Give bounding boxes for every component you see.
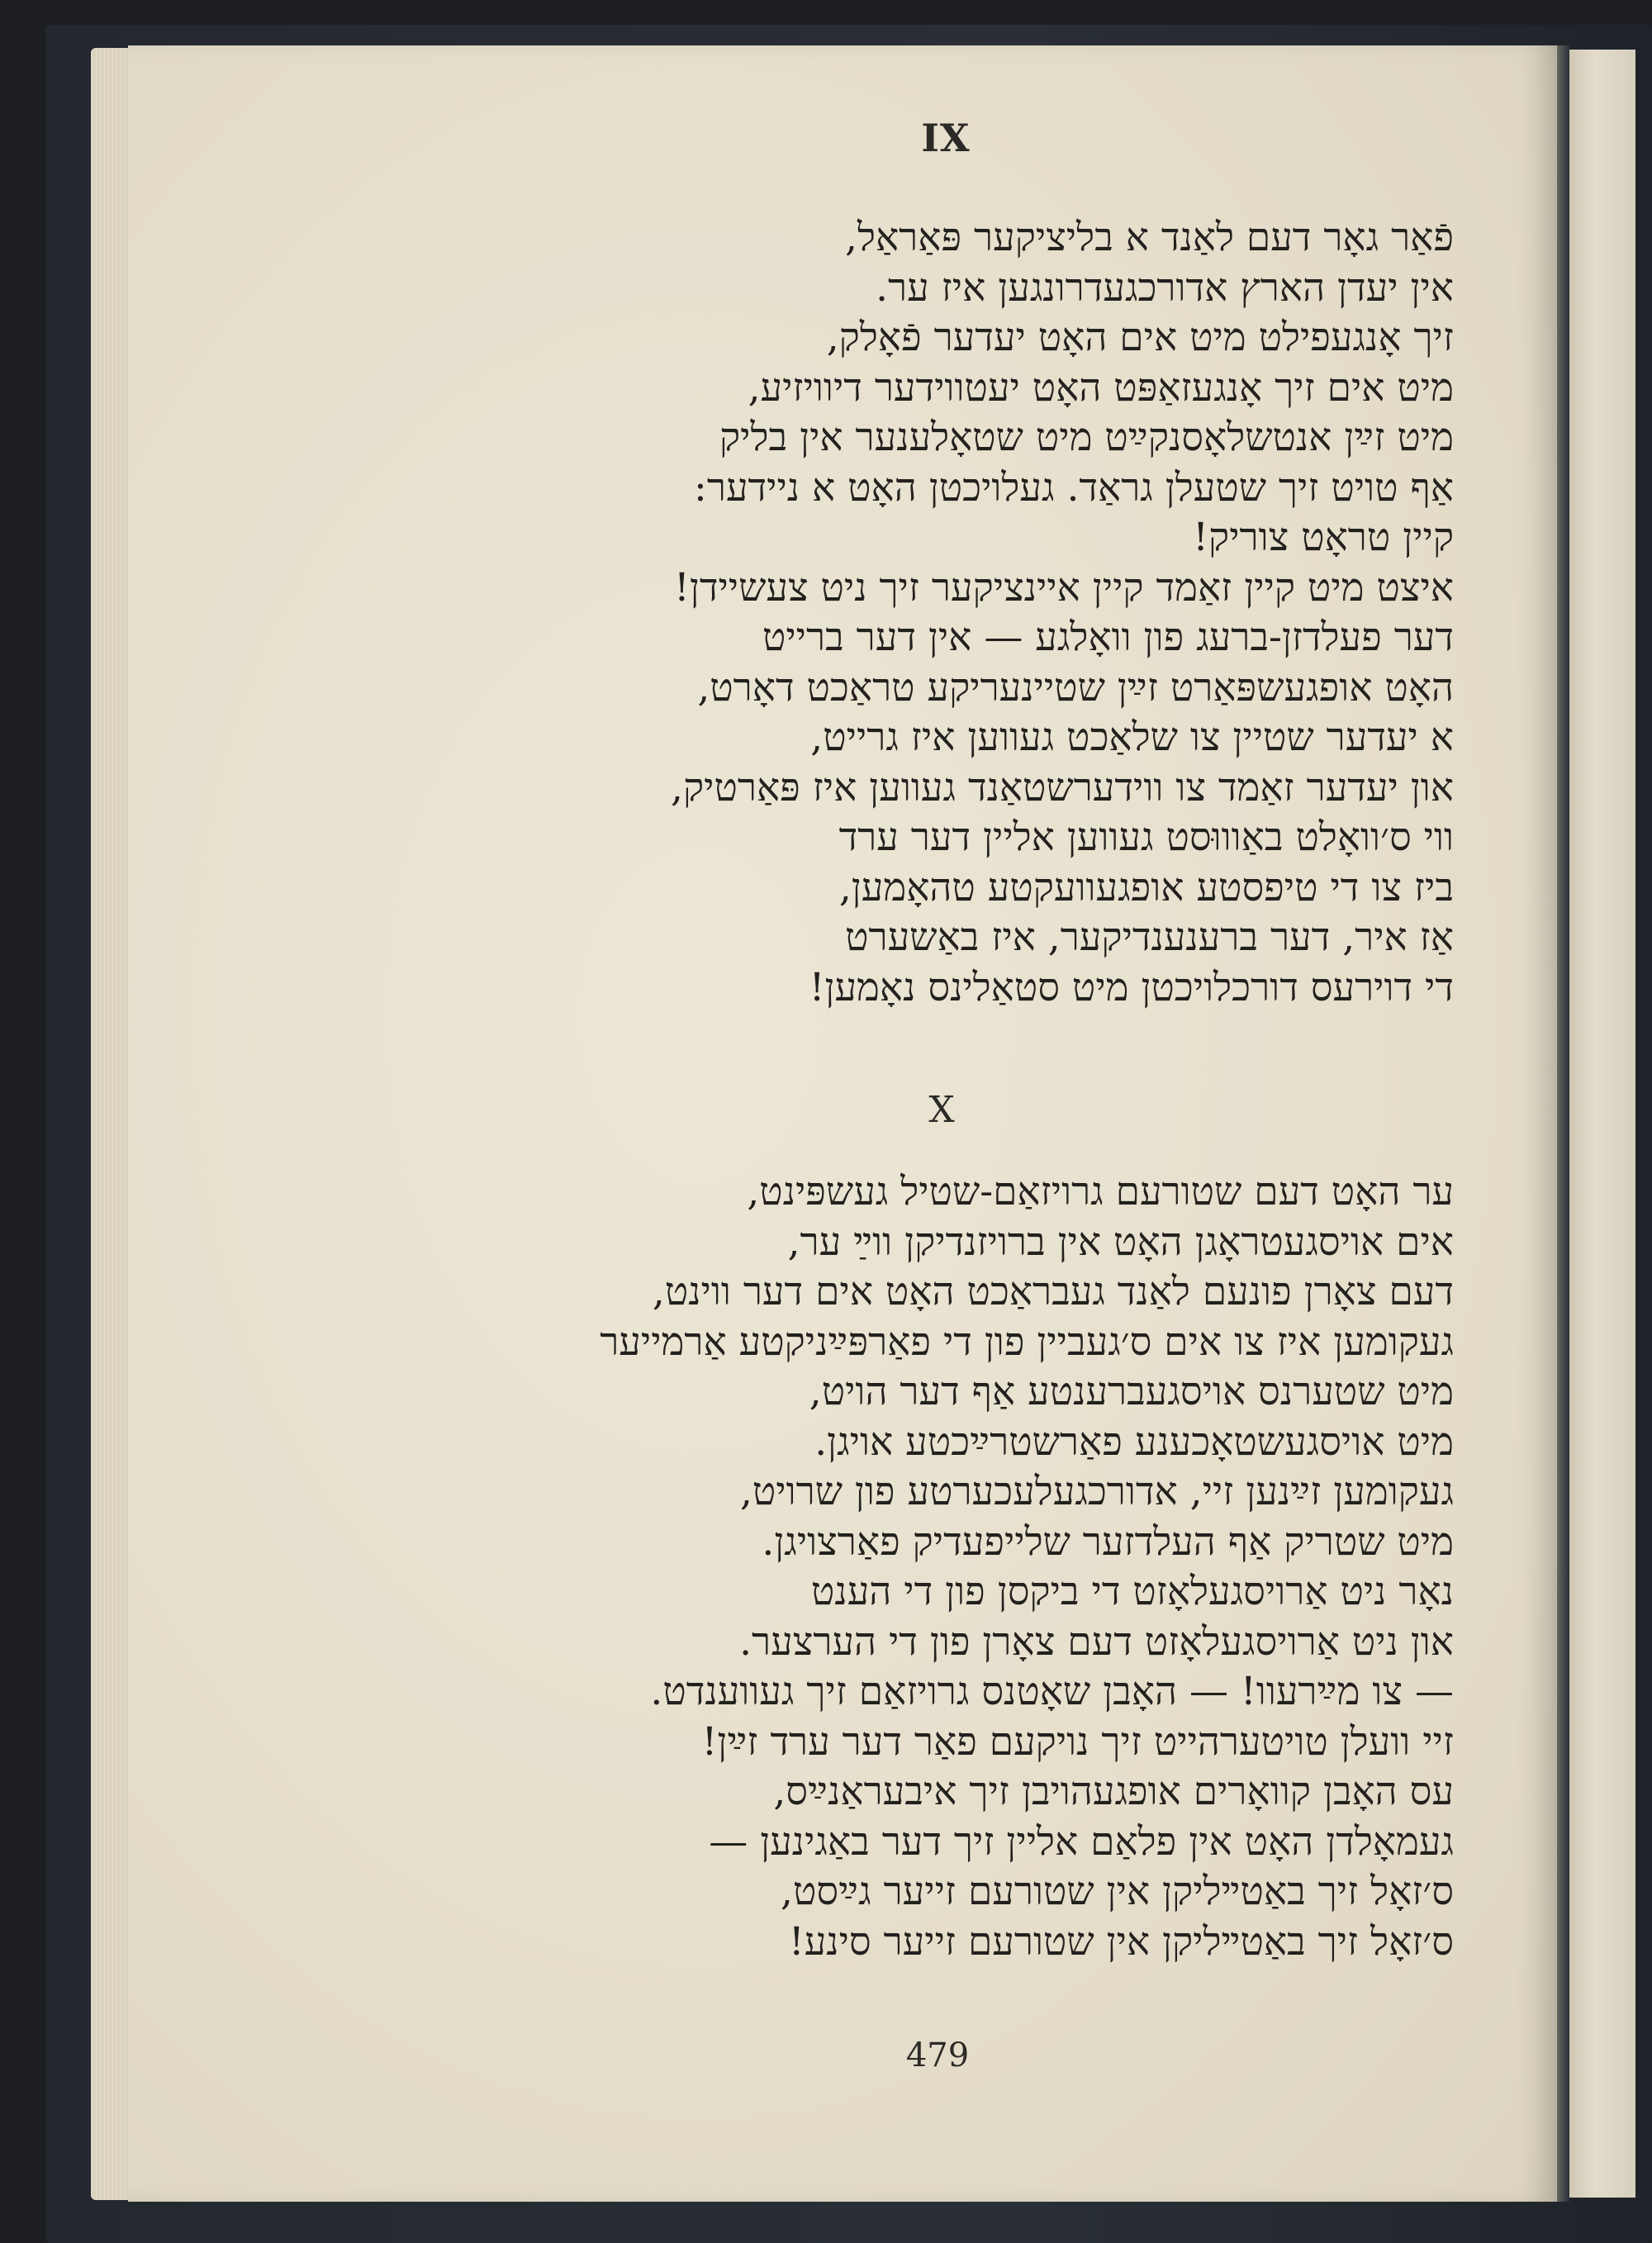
poem-line: זיך אָנגעפילט מיט אים האָט יעדער פֿאָלק,	[826, 315, 1454, 360]
poem-line: דעם צאָרן פונעם לאַנד געבראַכט האָט אים דער ווינט,	[652, 1269, 1454, 1314]
poem-line: זיי וועלן טויטערהייט זיך נויקעם פאַר דער ערד זײַן!	[701, 1718, 1454, 1765]
poem-line: ס׳זאָל זיך באַטײליקן אין שטורעם זייער גײַסט,	[781, 1869, 1454, 1914]
poem-line: מיט שטריק אַף העלדזער שלייפעדיק פאַרצויגן.	[762, 1518, 1454, 1565]
section-heading-ix: IX	[921, 116, 971, 160]
poem-line: אים אויסגעטראָגן האָט אין ברויזנדיקן ווײַ ער,	[787, 1219, 1454, 1265]
poem-line: קיין טראָט צוריק!	[1193, 515, 1454, 560]
poem-line: ווי ס׳וואָלט באַוווּסט געווען אליין דער ערד	[838, 815, 1454, 860]
poem-line: מיט אים זיך אָנגעזאַפּט האָט יעטווידער דיוויזיע,	[748, 364, 1454, 411]
poem-line: אַז איר, דער ברענענדיקער, איז באַשערט	[845, 915, 1454, 960]
poem-line: געמאָלדן האָט אין פלאַם אליין זיך דער באַגינען —	[709, 1818, 1454, 1865]
poem-line: — צו מײַרעוו! — האָבן שאָטנס גרויזאַם זיך געווענדט.	[650, 1669, 1454, 1714]
poem-line: און ניט אַרויסגעלאָזט דעם צאָרן פון די הערצער.	[739, 1618, 1454, 1665]
poem-line: פֿאַר גאָר דעם לאַנד א בליציקער פּאַראַל,	[845, 215, 1454, 260]
poem-line: נאָר ניט אַרויסגעלאָזט די ביקסן פון די הענט	[811, 1569, 1454, 1614]
stanza-ix	[463, 213, 1454, 1013]
poem-line: האָט אופגעשפּאַרט זײַן שטיינעריקע טראַכט דאָרט,	[697, 664, 1454, 710]
poem-line: ביז צו די טיפסטע אופגעוועקטע טהאָמען,	[838, 864, 1454, 910]
poem-line: אין יעדן הארץ אדורכגעדרונגען איז ער.	[876, 264, 1454, 311]
poem-line: מיט שטערנס אויסגעברענטע אַף דער הויט,	[809, 1369, 1454, 1414]
poem-line: ס׳זאָל זיך באַטײליקן אין שטורעם זייער סינע!	[788, 1918, 1454, 1965]
section-heading-x: X	[928, 1089, 955, 1131]
poem-line: די דוירעס דורכלויכטן מיט סטאַלינס נאָמען!	[809, 964, 1454, 1010]
facing-page-edge	[1569, 50, 1635, 2198]
poem-line: מיט אויסגעשטאָכענע פאַרשטרײַכטע אויגן.	[814, 1419, 1454, 1465]
poem-line: א יעדער שטיין צו שלאַכט געווען איז גרייט,	[810, 715, 1454, 760]
poem-line: מיט זײַן אנטשלאָסנקײַט מיט שטאָלענער אין בליק	[719, 415, 1454, 460]
page-number: 479	[905, 2036, 970, 2074]
poem-line: געקומען זײַנען זיי, אדורכגעלעכערטע פון שרויט,	[739, 1469, 1454, 1514]
poem-line: און יעדער זאַמד צו ווידערשטאַנד געווען איז פּאַרטיק,	[671, 764, 1454, 810]
poem-line: עס האָבן קוואָרים אופגעהויבן זיך איבעראַנײַס,	[773, 1769, 1454, 1814]
stanza-x	[463, 1167, 1454, 1967]
poem-line: געקומען איז צו אים ס׳געביין פון די פאַרפּײַניקטע אַרמייער	[600, 1319, 1454, 1365]
poem-line: איצט מיט קיין זאַמד קיין איינציקער זיך ניט צעשיידן!	[673, 564, 1454, 611]
poem-line: אַף טויט זיך שטעלן גראַד. געלויכטן האָט א ניידער:	[694, 464, 1454, 511]
poem-line: דער פעלדזן-ברעג פון וואָלגע — אין דער ברייט	[762, 615, 1454, 660]
poem-line: ער האָט דעם שטורעם גרויזאַם-שטיל געשפּינט,	[747, 1169, 1454, 1214]
